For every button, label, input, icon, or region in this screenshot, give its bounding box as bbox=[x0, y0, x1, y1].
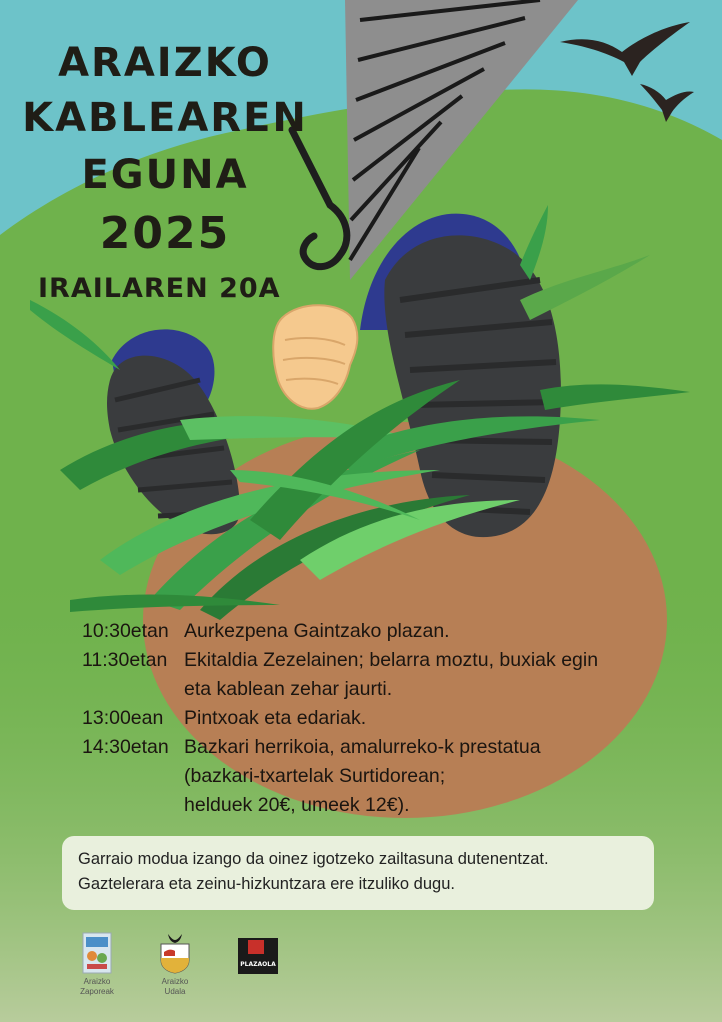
title-line-2: KABLEAREN bbox=[22, 95, 308, 141]
title-line-1: ARAIZKO bbox=[58, 40, 272, 86]
schedule-time: 11:30etan bbox=[82, 649, 168, 671]
udala-label: Araizko Udala bbox=[161, 977, 189, 996]
schedule-time: 10:30etan bbox=[82, 620, 169, 642]
zaporeak-logo-icon bbox=[82, 932, 112, 974]
zaporeak-logo bbox=[74, 932, 120, 997]
schedule-row bbox=[82, 646, 662, 704]
event-date: IRAILAREN 20A bbox=[38, 273, 281, 304]
title-line-3: EGUNA bbox=[81, 152, 249, 198]
info-line: Gaztelerara eta zeinu-hizkuntzara ere itzuliko dugu. bbox=[78, 875, 455, 893]
schedule-row bbox=[82, 733, 662, 820]
title-year: 2025 bbox=[99, 208, 231, 259]
schedule-row bbox=[82, 704, 662, 733]
plazaola-logo bbox=[234, 936, 282, 976]
plazaola-label: PLAZAOLA bbox=[240, 961, 276, 968]
plazaola-logo-icon bbox=[234, 936, 282, 976]
schedule bbox=[82, 617, 662, 820]
udala-logo bbox=[152, 932, 198, 997]
schedule-text: Pintxoak eta edariak. bbox=[184, 707, 367, 729]
info-line: Garraio modua izango da oinez igotzeko zailtasuna dutenentzat. bbox=[78, 850, 549, 868]
zaporeak-label: Araizko Zaporeak bbox=[80, 977, 114, 996]
schedule-time: 14:30etan bbox=[82, 736, 169, 758]
schedule-time: 13:00ean bbox=[82, 707, 164, 729]
schedule-text: Aurkezpena Gaintzako plazan. bbox=[184, 620, 450, 642]
info-box bbox=[62, 836, 654, 910]
schedule-row bbox=[82, 617, 662, 646]
coat-of-arms-icon bbox=[158, 932, 192, 974]
schedule-text: Bazkari herrikoia, amalurreko-k prestatua (bazkari-txartelak Surtidorean; helduek 20€, umeek 12€). bbox=[184, 736, 541, 816]
schedule-text: Ekitaldia Zezelainen; belarra moztu, buxiak egin eta kablean zehar jaurti. bbox=[184, 649, 599, 700]
